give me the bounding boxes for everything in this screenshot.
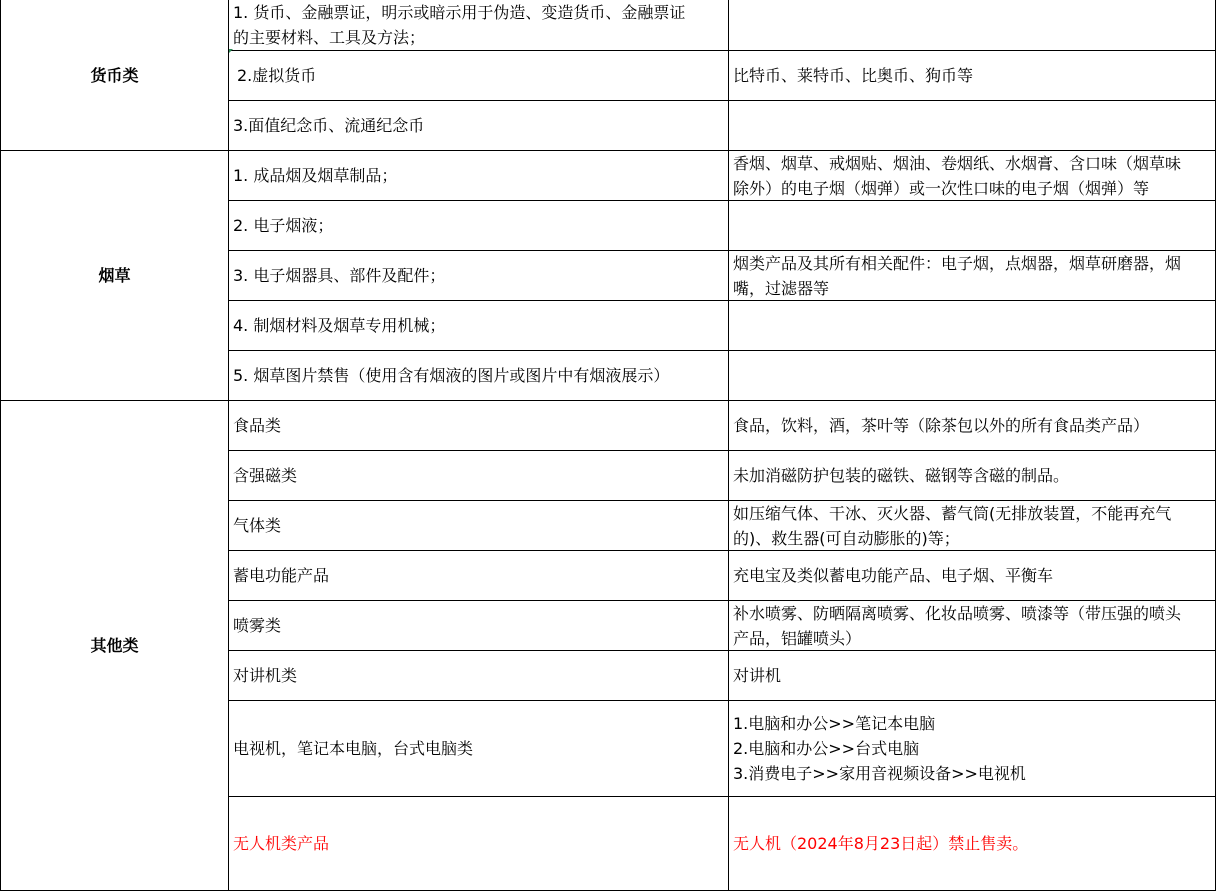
item-cell-other-computers[interactable] bbox=[229, 701, 729, 797]
desc-cell-other-gas[interactable] bbox=[729, 501, 1216, 551]
item-cell-other-magnetic[interactable] bbox=[229, 451, 729, 501]
desc-text: 补水喷雾、防晒隔离喷雾、化妆品喷雾、喷漆等（带压强的喷头 产品，铝罐喷头） bbox=[733, 603, 1182, 648]
item-text: 5. 烟草图片禁售（使用含有烟液的图片或图片中有烟液展示） bbox=[233, 366, 670, 385]
desc-text: 未加消磁防护包装的磁铁、磁钢等含磁的制品。 bbox=[733, 466, 1070, 485]
category-tobacco-label: 烟草 bbox=[98, 266, 131, 285]
item-text: 2. 电子烟液； bbox=[233, 216, 334, 235]
item-text: 4. 制烟材料及烟草专用机械； bbox=[233, 316, 446, 335]
desc-text: 烟类产品及其所有相关配件：电子烟，点烟器，烟草研磨器，烟 嘴，过滤器等 bbox=[733, 253, 1182, 298]
item-text: 对讲机类 bbox=[233, 666, 298, 685]
item-text: 无人机类产品 bbox=[233, 834, 330, 853]
item-text: 3. 电子烟器具、部件及配件； bbox=[233, 266, 446, 285]
category-currency[interactable] bbox=[0, 0, 229, 151]
desc-cell-tobacco-5[interactable] bbox=[729, 351, 1216, 401]
desc-cell-other-magnetic[interactable] bbox=[729, 451, 1216, 501]
desc-cell-tobacco-2[interactable] bbox=[729, 201, 1216, 251]
desc-cell-other-computers[interactable] bbox=[729, 701, 1216, 797]
item-text: 含强磁类 bbox=[233, 466, 298, 485]
desc-cell-tobacco-3[interactable] bbox=[729, 251, 1216, 301]
item-cell-tobacco-3[interactable] bbox=[229, 251, 729, 301]
category-other[interactable] bbox=[0, 401, 229, 891]
desc-text: 无人机（2024年8月23日起）禁止售卖。 bbox=[733, 834, 1029, 853]
category-tobacco[interactable] bbox=[0, 151, 229, 401]
item-text: 3.面值纪念币、流通纪念币 bbox=[233, 116, 425, 135]
category-currency-label: 货币类 bbox=[90, 65, 139, 85]
item-cell-currency-3[interactable] bbox=[229, 101, 729, 151]
item-cell-currency-2[interactable] bbox=[229, 51, 729, 101]
category-other-label: 其他类 bbox=[90, 636, 139, 655]
desc-text: 香烟、烟草、戒烟贴、烟油、卷烟纸、水烟膏、含口味（烟草味 除外）的电子烟（烟弹）或一次性口味的电子烟（烟弹）等 bbox=[733, 153, 1182, 198]
item-text: 气体类 bbox=[233, 516, 282, 535]
item-text: 2.虚拟货币 bbox=[237, 66, 317, 85]
desc-cell-tobacco-4[interactable] bbox=[729, 301, 1216, 351]
desc-cell-other-battery[interactable] bbox=[729, 551, 1216, 601]
item-text: 电视机，笔记本电脑，台式电脑类 bbox=[233, 739, 474, 758]
item-cell-tobacco-1[interactable] bbox=[229, 151, 729, 201]
desc-cell-other-drone[interactable] bbox=[729, 797, 1216, 891]
item-text: 食品类 bbox=[233, 416, 282, 435]
item-cell-currency-1[interactable] bbox=[229, 0, 729, 51]
item-text: 喷雾类 bbox=[233, 616, 282, 635]
desc-cell-currency-3[interactable] bbox=[729, 101, 1216, 151]
item-text: 1. 成品烟及烟草制品； bbox=[233, 166, 398, 185]
item-cell-other-food[interactable] bbox=[229, 401, 729, 451]
desc-text: 1.电脑和办公>>笔记本电脑 2.电脑和办公>>台式电脑 3.消费电子>>家用音视频设备>>电视机 bbox=[733, 714, 1026, 783]
desc-text: 比特币、莱特币、比奥币、狗币等 bbox=[733, 66, 974, 85]
item-text: 蓄电功能产品 bbox=[233, 566, 330, 585]
desc-cell-currency-1[interactable] bbox=[729, 0, 1216, 51]
item-cell-tobacco-2[interactable] bbox=[229, 201, 729, 251]
item-cell-other-walkie-talkie[interactable] bbox=[229, 651, 729, 701]
item-cell-other-drone[interactable] bbox=[229, 797, 729, 891]
desc-text: 充电宝及类似蓄电功能产品、电子烟、平衡车 bbox=[733, 566, 1054, 585]
desc-cell-other-food[interactable] bbox=[729, 401, 1216, 451]
desc-cell-currency-2[interactable] bbox=[729, 51, 1216, 101]
desc-cell-tobacco-1[interactable] bbox=[729, 151, 1216, 201]
item-cell-other-battery[interactable] bbox=[229, 551, 729, 601]
item-cell-tobacco-4[interactable] bbox=[229, 301, 729, 351]
desc-text: 如压缩气体、干冰、灭火器、蓄气筒(无排放装置，不能再充气 的)、救生器(可自动膨胀的)等； bbox=[733, 503, 1172, 548]
item-cell-tobacco-5[interactable] bbox=[229, 351, 729, 401]
desc-cell-other-walkie-talkie[interactable] bbox=[729, 651, 1216, 701]
item-cell-other-gas[interactable] bbox=[229, 501, 729, 551]
desc-cell-other-spray[interactable] bbox=[729, 601, 1216, 651]
desc-text: 食品，饮料，酒，茶叶等（除茶包以外的所有食品类产品） bbox=[733, 416, 1150, 435]
item-cell-other-spray[interactable] bbox=[229, 601, 729, 651]
desc-text: 对讲机 bbox=[733, 666, 782, 685]
item-text: 1. 货币、金融票证，明示或暗示用于伪造、变造货币、金融票证 的主要材料、工具及方法； bbox=[233, 3, 686, 47]
